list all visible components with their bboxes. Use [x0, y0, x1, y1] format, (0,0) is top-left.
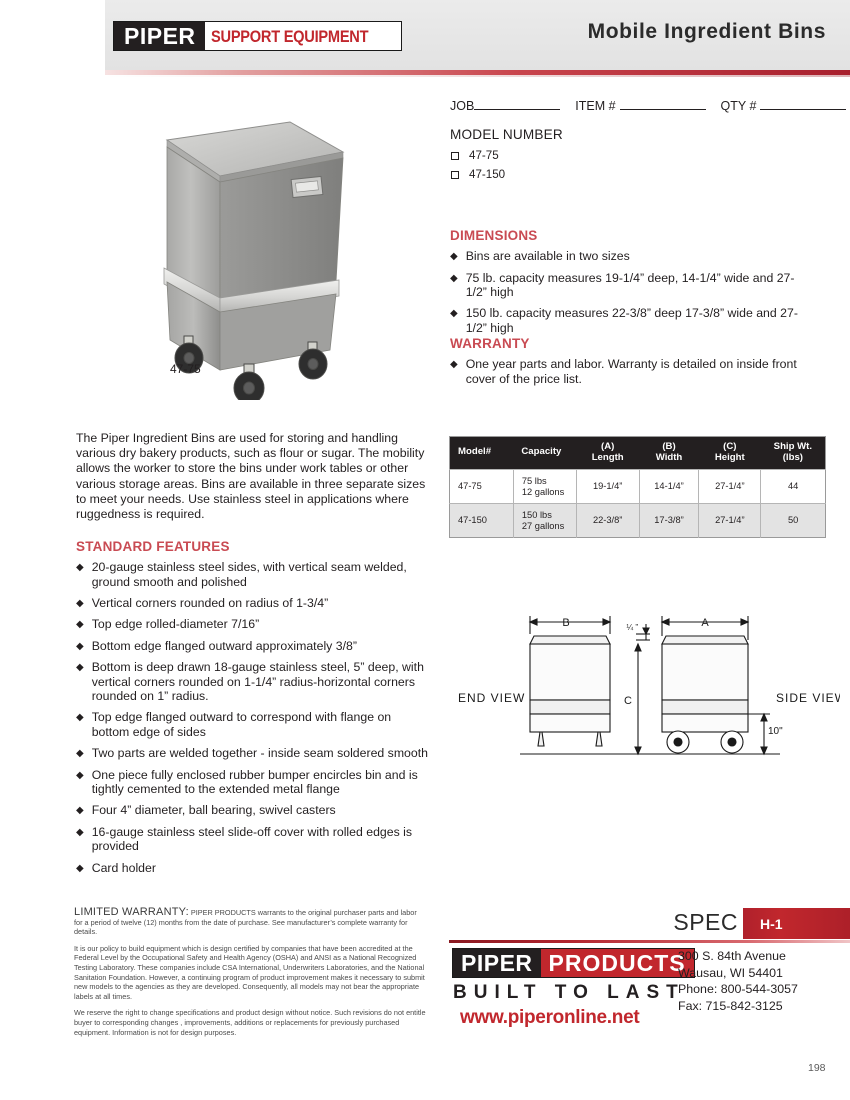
dimension-label-ten: 10": [768, 726, 783, 737]
feature-text: 20-gauge stainless steel sides, with vertical seam welded, ground smooth and polished: [91, 560, 407, 589]
list-item: [76, 560, 432, 589]
warranty-list: [450, 357, 820, 393]
dimensions-list: [450, 249, 810, 342]
spec-word: SPEC: [673, 909, 738, 935]
cell-width: 17-3/8”: [639, 504, 699, 538]
job-item-qty-fields: [450, 98, 846, 113]
list-item: [450, 271, 810, 300]
list-item: [76, 746, 432, 761]
limited-warranty-paragraph: [74, 908, 426, 937]
feature-text: Top edge flanged outward to correspond with flange on bottom edge of sides: [91, 710, 392, 740]
technical-drawing: [450, 604, 840, 784]
diamond-bullet-icon: ◆: [76, 562, 84, 573]
dimension-label-b: B: [562, 617, 570, 629]
diamond-bullet-icon: ◆: [76, 662, 84, 674]
list-item: [76, 710, 432, 739]
page-title: Mobile Ingredient Bins: [587, 20, 826, 43]
fax-number: Fax: 715-842-3125: [678, 998, 783, 1013]
feature-text: One piece fully enclosed rubber bumper encircles bin and is tightly cemented to the extended metal flange: [91, 767, 418, 797]
diamond-bullet-icon: ◆: [76, 597, 84, 609]
feature-text: Two parts are welded together - inside seam soldered smooth: [91, 746, 428, 761]
qty-label: QTY #: [720, 99, 757, 113]
specifications-table: [449, 436, 826, 538]
dimension-text: Bins are available in two sizes: [465, 249, 630, 263]
list-item: [76, 596, 432, 611]
table-header-row: [450, 437, 826, 470]
column-header-length: (A) Length: [576, 437, 639, 470]
diamond-bullet-icon: ◆: [76, 712, 84, 724]
diamond-bullet-icon: ◆: [450, 308, 458, 320]
diamond-bullet-icon: ◆: [450, 359, 458, 370]
legal-paragraph-3: We reserve the right to change specifications and product design without notice. Such revisions do not entitle buyer to corresponding changes , improvements, additions or replacements for previously purchased equipment. Information is not for design purposes.: [74, 1008, 426, 1037]
diamond-bullet-icon: ◆: [450, 272, 458, 284]
address-line-2: Wausau, WI 54401: [678, 965, 783, 980]
item-input[interactable]: [620, 98, 706, 110]
table-row: [450, 470, 826, 504]
cell-model: 47-150: [450, 504, 514, 538]
warranty-text: One year parts and labor. Warranty is detailed on inside front cover of the price list.: [465, 357, 797, 386]
product-photo: [120, 100, 410, 400]
column-header-height: (C) Height: [699, 437, 761, 470]
diamond-bullet-icon: ◆: [76, 826, 84, 838]
model-option-label: 47-75: [469, 149, 499, 162]
brand-logo-support-equipment: SUPPORT EQUIPMENT: [205, 22, 374, 50]
footer-website[interactable]: www.piperonline.net: [460, 1007, 640, 1028]
feature-text: Four 4” diameter, ball bearing, swivel casters: [91, 803, 336, 818]
column-header-model: Model#: [450, 437, 514, 470]
legal-paragraph-2: It is our policy to build equipment which is design certified by companies that have been accredited at the Federal Level by the Occupational Safety and Health Agency (OSHA) and ANSI as a National Recognized Testing Laboratory. These companies include CSA International, Underwriters Laboratories, and the National Sanitation Foundation. However, a continuing program of product improvement makes it necessary to submit new models to the agencies as they are developed. Consequently, all models may not bear the appropriate labels at all times.: [74, 943, 425, 1001]
dimension-label-a: A: [701, 617, 709, 629]
legal-section: [74, 908, 426, 1044]
list-item: [450, 306, 810, 335]
brand-logo-piper: PIPER: [114, 22, 205, 50]
feature-text: Top edge rolled-diameter 7/16”: [91, 617, 260, 632]
list-item: [76, 617, 432, 632]
cell-model: 47-75: [450, 470, 514, 504]
diamond-bullet-icon: ◆: [76, 805, 84, 817]
limited-warranty-title: LIMITED WARRANTY:: [74, 906, 189, 918]
feature-text: Bottom is deep drawn 18-gauge stainless steel, 5” deep, with vertical corners rounded on 1-1/4” radius-horizontal corners rounded on 1” radius.: [91, 660, 424, 704]
limited-warranty-text: PIPER PRODUCTS warrants to the original purchaser parts and labor for a period of twelve (12) months from the date of purchase. See manufacturer’s complete warranty for details.: [74, 908, 417, 937]
list-item: [450, 357, 820, 386]
model-option-label: 47-150: [469, 168, 506, 181]
list-item: [76, 861, 432, 876]
footer-tagline: BUILT TO LAST: [453, 982, 685, 1003]
footer-logo-products: PRODUCTS: [541, 949, 694, 977]
dimension-label-quarter: ¼ ”: [626, 623, 638, 632]
end-view-label: END VIEW: [458, 691, 526, 705]
spec-badge: [449, 908, 850, 940]
cell-height: 27-1/4”: [699, 504, 761, 538]
model-number-heading: MODEL NUMBER: [450, 127, 563, 142]
footer-brand-logo: [452, 948, 695, 978]
model-option-47-75[interactable]: [451, 149, 499, 162]
list-item: [76, 803, 432, 818]
standard-features-list: [76, 560, 432, 882]
dimension-text: 150 lb. capacity measures 22-3/8” deep 17-3/8” wide and 27-1/2” high: [465, 306, 798, 335]
cell-capacity: 75 lbs 12 gallons: [513, 470, 576, 504]
job-label: JOB: [450, 99, 475, 113]
dimension-text: 75 lb. capacity measures 19-1/4” deep, 14-1/4” wide and 27-1/2” high: [465, 270, 795, 300]
brand-logo: [113, 21, 402, 51]
dimension-label-c: C: [624, 695, 632, 707]
qty-input[interactable]: [760, 98, 846, 110]
product-photo-caption: 47-75: [170, 362, 201, 376]
warranty-heading: WARRANTY: [450, 336, 530, 351]
header-accent-rule-shadow: [105, 75, 850, 77]
model-option-47-150[interactable]: [451, 168, 505, 181]
diamond-bullet-icon: ◆: [76, 769, 84, 781]
list-item: [76, 639, 432, 654]
diamond-bullet-icon: ◆: [450, 251, 458, 262]
item-label: ITEM #: [575, 99, 616, 113]
cell-ship-weight: 50: [761, 504, 826, 538]
footer-accent-rule: [449, 940, 850, 943]
diamond-bullet-icon: ◆: [76, 748, 84, 760]
list-item: [450, 249, 810, 264]
diamond-bullet-icon: ◆: [76, 862, 84, 874]
intro-paragraph: The Piper Ingredient Bins are used for storing and handling various dry bakery products, such as flour or sugar. The mobility allows the worker to store the bins under work tables or other various storage areas. Bins are available in three separate sizes to meet your needs. Use stainless steel in applications where ruggedness is required.: [76, 431, 426, 522]
cell-ship-weight: 44: [761, 470, 826, 504]
cell-capacity: 150 lbs 27 gallons: [513, 504, 576, 538]
dimensions-heading: DIMENSIONS: [450, 228, 538, 243]
spec-code: H-1: [743, 908, 850, 939]
footer-logo-piper: PIPER: [453, 949, 541, 977]
feature-text: Card holder: [91, 860, 156, 875]
diamond-bullet-icon: ◆: [76, 640, 84, 652]
side-view-label: SIDE VIEW: [776, 691, 840, 705]
checkbox-icon[interactable]: [451, 171, 459, 179]
job-input[interactable]: [474, 98, 560, 110]
standard-features-heading: STANDARD FEATURES: [76, 539, 230, 554]
column-header-width: (B) Width: [639, 437, 699, 470]
phone-number: Phone: 800-544-3057: [678, 982, 798, 996]
cell-height: 27-1/4”: [699, 470, 761, 504]
footer-address: [678, 948, 798, 1014]
page-number: 198: [808, 1062, 826, 1074]
list-item: [76, 660, 432, 704]
column-header-capacity: Capacity: [513, 437, 576, 470]
cell-length: 22-3/8”: [576, 504, 639, 538]
address-line-1: 300 S. 84th Avenue: [678, 949, 786, 963]
column-header-ship-weight: Ship Wt. (lbs): [761, 437, 826, 470]
list-item: [76, 825, 432, 854]
feature-text: Vertical corners rounded on radius of 1-3/4”: [91, 595, 329, 610]
cell-length: 19-1/4”: [576, 470, 639, 504]
list-item: [76, 768, 432, 797]
diamond-bullet-icon: ◆: [76, 619, 84, 631]
feature-text: 16-gauge stainless steel slide-off cover with rolled edges is provided: [91, 824, 413, 854]
checkbox-icon[interactable]: [451, 152, 459, 160]
table-row: [450, 504, 826, 538]
cell-width: 14-1/4”: [639, 470, 699, 504]
feature-text: Bottom edge flanged outward approximately 3/8”: [91, 638, 357, 653]
